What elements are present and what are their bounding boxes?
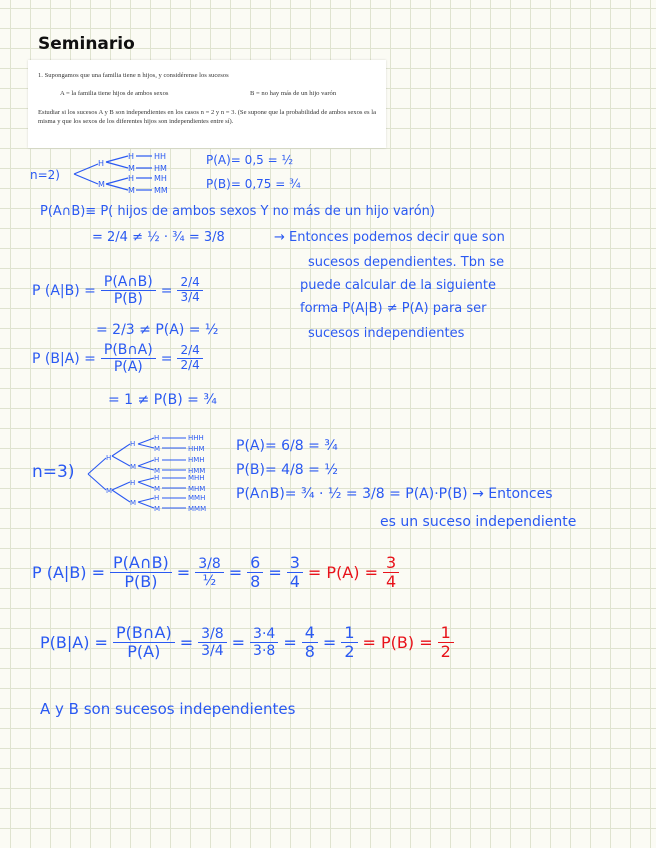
n2-intersection-value: = 2/4 ≠ ½ · ¾ = 3/8 (92, 230, 225, 245)
n3-pbga-step-3-den: 8 (304, 642, 315, 662)
svg-text:HMH: HMH (188, 456, 205, 464)
n3-pagb-step-3-num: 3 (287, 554, 303, 573)
n3-pbga-step-1-num: 3/8 (198, 626, 227, 643)
svg-text:MM: MM (154, 186, 168, 195)
n3-intersection: P(A∩B)= ¾ · ½ = 3/8 = P(A)·P(B) → Entonces (236, 486, 553, 502)
svg-text:M: M (154, 467, 161, 475)
n2-pagb-denominator: P(B) (113, 291, 143, 308)
page-title: Seminario (38, 34, 135, 54)
n2-prob-a: P(A)= 0,5 = ½ (206, 153, 294, 167)
n3-pagb-step-3 (287, 554, 303, 592)
n2-pbga-numerator: P(B∩A) (101, 342, 156, 359)
svg-text:H: H (154, 456, 160, 464)
n2-pagb-fraction (101, 274, 156, 307)
n3-pagb-final-den: 4 (385, 572, 397, 592)
n3-pbga-step-2-den: 3·8 (253, 643, 276, 660)
n3-pagb-step-2 (247, 554, 263, 592)
svg-text:M: M (154, 505, 161, 513)
svg-text:M: M (128, 186, 135, 195)
n3-pbga-step-3 (302, 624, 318, 662)
svg-text:HMM: HMM (188, 467, 206, 475)
svg-text:HH: HH (154, 152, 167, 161)
n2-pagb-result: = 2/3 ≠ P(A) = ½ (96, 322, 219, 338)
n3-pbga-numerator: P(B∩A) (113, 624, 175, 643)
svg-text:H: H (106, 454, 112, 462)
svg-text:MHH: MHH (188, 474, 205, 482)
n2-conclusion-line-2: puede calcular de la siguiente (300, 278, 496, 293)
svg-text:M: M (154, 445, 161, 453)
n3-pagb-final-fraction (383, 554, 399, 592)
n3-pbga-lhs: P(B|A) = (40, 633, 108, 653)
n3-pagb-numerator: P(A∩B) (110, 554, 172, 573)
n3-pbga-step-1-den: 3/4 (201, 643, 224, 660)
n3-pbga-step-3-num: 4 (302, 624, 318, 643)
n2-pagb-numerator-value: 2/4 (177, 276, 202, 291)
n2-pbga-lhs: P (B|A) = (32, 350, 96, 367)
svg-text:M: M (154, 485, 161, 493)
svg-text:H: H (154, 474, 160, 482)
n3-prob-b: P(B)= 4/8 = ½ (236, 462, 338, 478)
n3-pbga-denominator: P(A) (127, 642, 161, 662)
n3-prob-a: P(A)= 6/8 = ¾ (236, 438, 338, 454)
svg-text:MHM: MHM (188, 485, 206, 493)
case-n2-label: n=2) (30, 168, 60, 182)
svg-text:M: M (98, 180, 105, 189)
n3-pbga-final-fraction (438, 624, 454, 662)
problem-statement: 1. Supongamos que una familia tiene n hijos, y considérense los sucesos (38, 72, 229, 79)
n2-pbga-fraction-values (177, 344, 202, 373)
n3-pbga-fraction (113, 624, 175, 662)
n3-pagb-denominator: P(B) (124, 572, 158, 592)
n3-pagb-step-2-den: 8 (250, 572, 261, 592)
n3-pbga-step-4-num: 1 (341, 624, 357, 643)
n3-pagb-step-1-num: 3/8 (195, 556, 224, 573)
probability-tree-n2 (72, 150, 182, 198)
n3-pbga-final-num: 1 (438, 624, 454, 643)
n3-pagb-step-2-num: 6 (247, 554, 263, 573)
svg-text:M: M (106, 487, 113, 495)
svg-text:H: H (154, 434, 160, 442)
n2-conclusion-line-1: sucesos dependientes. Tbn se (308, 255, 505, 270)
n3-pagb-lhs: P (A|B) = (32, 563, 106, 583)
n2-pbga-numerator-value: 2/4 (177, 344, 202, 359)
final-conclusion: A y B son sucesos independientes (40, 700, 296, 718)
n3-pbga-final-den: 2 (440, 642, 451, 662)
svg-text:MMM: MMM (188, 505, 207, 513)
n3-pbga-step-2-num: 3·4 (250, 626, 278, 643)
svg-text:H: H (128, 152, 135, 161)
svg-text:HHH: HHH (188, 434, 204, 442)
event-a-definition: A = la familia tiene hijos de ambos sexos (60, 90, 169, 97)
svg-text:M: M (130, 499, 137, 507)
svg-text:M: M (130, 463, 137, 471)
svg-text:H: H (128, 174, 135, 183)
case-n3-label: n=3) (32, 462, 75, 482)
svg-text:H: H (154, 494, 160, 502)
problem-statement-box (28, 60, 386, 148)
n2-prob-b: P(B)= 0,75 = ¾ (206, 177, 301, 191)
problem-question: Estudiar si los sucesos A y B son independientes en los casos n = 2 y n = 3. (Se supone que la probabilidad de ambos sexos es la misma y que los sexos de los diferentes hijos son independientes entre sí). (38, 109, 376, 125)
svg-text:H: H (98, 159, 105, 168)
svg-text:H: H (130, 479, 136, 487)
n2-intersection-definition: P(A∩B)≡ P( hijos de ambos sexos Y no más de un hijo varón) (40, 204, 435, 219)
svg-text:MH: MH (154, 174, 167, 183)
n2-conditional-a-given-b: P (A|B) = $\frac{P(A\cap B)}{P(B)}$ = $\frac{2/4}{3/4}$ (30, 274, 206, 307)
n2-pagb-denominator-value: 3/4 (180, 290, 200, 305)
n2-pbga-fraction (101, 342, 156, 375)
n3-pagb-fraction (110, 554, 172, 592)
n3-conditional-b-given-a: P(B|A) = $\frac{P(B\cap A)}{P(A)}$ = $\frac{3/8}{3/4}$ = $\frac{3\cdot 4}{3\cdot 8}$ = $\frac{4}{8}$ = $\frac{1}{2}$ = P(B) = $\frac{1}{2}$ (38, 624, 457, 662)
n3-pbga-equals-pb: = P(B) = (362, 633, 433, 653)
n2-pagb-lhs: P (A|B) = (32, 282, 96, 299)
n3-conditional-a-given-b: P (A|B) = $\frac{P(A\cap B)}{P(B)}$ = $\frac{3/8}{\text{½}}$ = $\frac{6}{8}$ = $\frac{3}{4}$ = P(A) = $\frac{3}{4}$ (30, 554, 402, 592)
n3-pagb-step-1 (195, 556, 224, 589)
event-b-definition: B = no hay más de un hijo varón (250, 90, 337, 97)
n2-conclusion-line-4: sucesos independientes (308, 326, 465, 341)
n2-pbga-result: = 1 ≠ P(B) = ¾ (108, 392, 217, 408)
n2-conditional-b-given-a: P (B|A) = $\frac{P(B\cap A)}{P(A)}$ = $\frac{2/4}{2/4}$ (30, 342, 206, 375)
svg-text:M: M (128, 164, 135, 173)
n2-conclusion-line-3: forma P(A|B) ≠ P(A) para ser (300, 301, 487, 316)
n3-pbga-step-4-den: 2 (344, 642, 355, 662)
n3-pagb-step-3-den: 4 (289, 572, 300, 592)
n2-pagb-fraction-values (177, 276, 202, 305)
n3-pagb-step-1-den: ½ (202, 573, 217, 590)
n3-pagb-equals-pa: = P(A) = (307, 563, 378, 583)
n2-arrow-text: → Entonces podemos decir que son (274, 230, 505, 245)
n3-pbga-step-1 (198, 626, 227, 659)
svg-text:MMH: MMH (188, 494, 206, 502)
n3-pagb-final-num: 3 (383, 554, 399, 573)
n3-intersection-conclusion: es un suceso independiente (380, 514, 577, 530)
n3-pbga-step-4 (341, 624, 357, 662)
n2-pbga-denominator-value: 2/4 (180, 358, 200, 373)
probability-tree-n3 (86, 430, 236, 520)
svg-text:H: H (130, 440, 136, 448)
n2-pbga-denominator: P(A) (113, 359, 143, 376)
svg-text:HHM: HHM (188, 445, 205, 453)
svg-text:HM: HM (154, 164, 167, 173)
n2-pagb-numerator: P(A∩B) (101, 274, 156, 291)
n3-pbga-step-2 (250, 626, 278, 659)
